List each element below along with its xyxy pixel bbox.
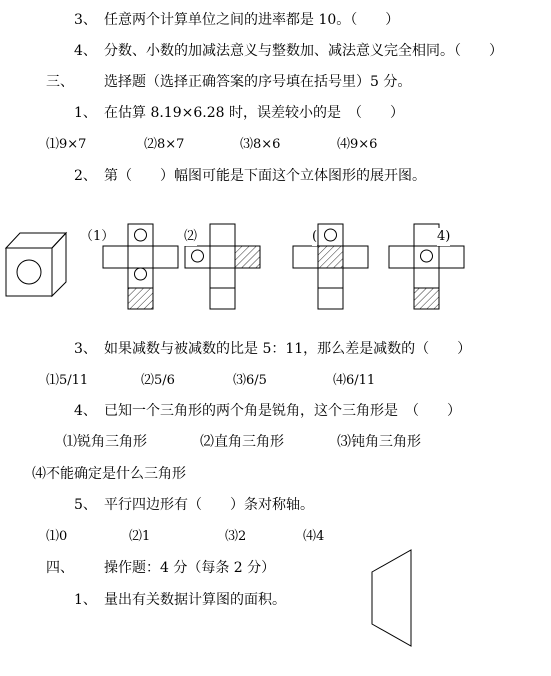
question-text: 量出有关数据计算图的面积。 [104,592,286,608]
question-number: 3、 [74,341,97,357]
option: ⑵8×7 [144,137,185,152]
question-number: 5、 [74,497,97,513]
section-number: 四、 [46,560,74,576]
trapezoid-figure [372,550,411,646]
question-text: 在估算 8.19×6.28 时，误差较小的是 （ ） [104,105,404,121]
option: ⑶钝角三角形 [337,434,421,450]
option: ⑶8×6 [240,137,281,152]
question-number: 3、 [74,12,97,28]
figure-label: ( [312,229,318,244]
question-text: 任意两个计算单位之间的进率都是 10。（ ） [104,12,400,28]
option: ⑴0 [46,529,68,544]
question-text: 分数、小数的加减法意义与整数加、减法意义完全相同。（ ） [104,43,503,59]
option: ⑶6/5 [233,373,267,388]
section-number: 三、 [46,74,74,90]
option: ⑴9×7 [46,137,87,152]
option: ⑴5/11 [46,373,89,388]
option: ⑵直角三角形 [200,434,284,450]
question-number: 1、 [74,105,97,121]
net-figure-3 [293,224,368,309]
question-text: 平行四边形有（ ）条对称轴。 [104,497,314,513]
option: ⑵1 [129,529,151,544]
option: ⑴锐角三角形 [63,434,147,450]
section-title: 操作题：4 分（每条 2 分） [104,560,276,576]
cube-figure [6,233,66,296]
figure-label: ⑵ [184,229,198,244]
question-number: 4、 [74,43,97,59]
option: ⑵5/6 [141,373,175,388]
option: ⑷9×6 [337,137,378,152]
net-figure-4 [389,224,464,309]
option: ⑷不能确定是什么三角形 [32,466,186,482]
figure-label: 4) [437,229,451,244]
question-number: 1、 [74,592,97,608]
question-number: 4、 [74,403,97,419]
option: ⑶2 [225,529,247,544]
section-title: 选择题（选择正确答案的序号填在括号里）5 分。 [104,74,412,90]
option: ⑷6/11 [333,373,376,388]
question-text: 如果减数与被减数的比是 5：11，那么差是减数的（ ） [104,341,472,357]
question-text: 第（ ）幅图可能是下面这个立体图形的展开图。 [104,168,426,184]
question-number: 2、 [74,168,97,184]
option: ⑷4 [303,529,325,544]
figure-label: （1） [80,229,115,244]
question-text: 已知一个三角形的两个角是锐角，这个三角形是 （ ） [104,403,461,419]
